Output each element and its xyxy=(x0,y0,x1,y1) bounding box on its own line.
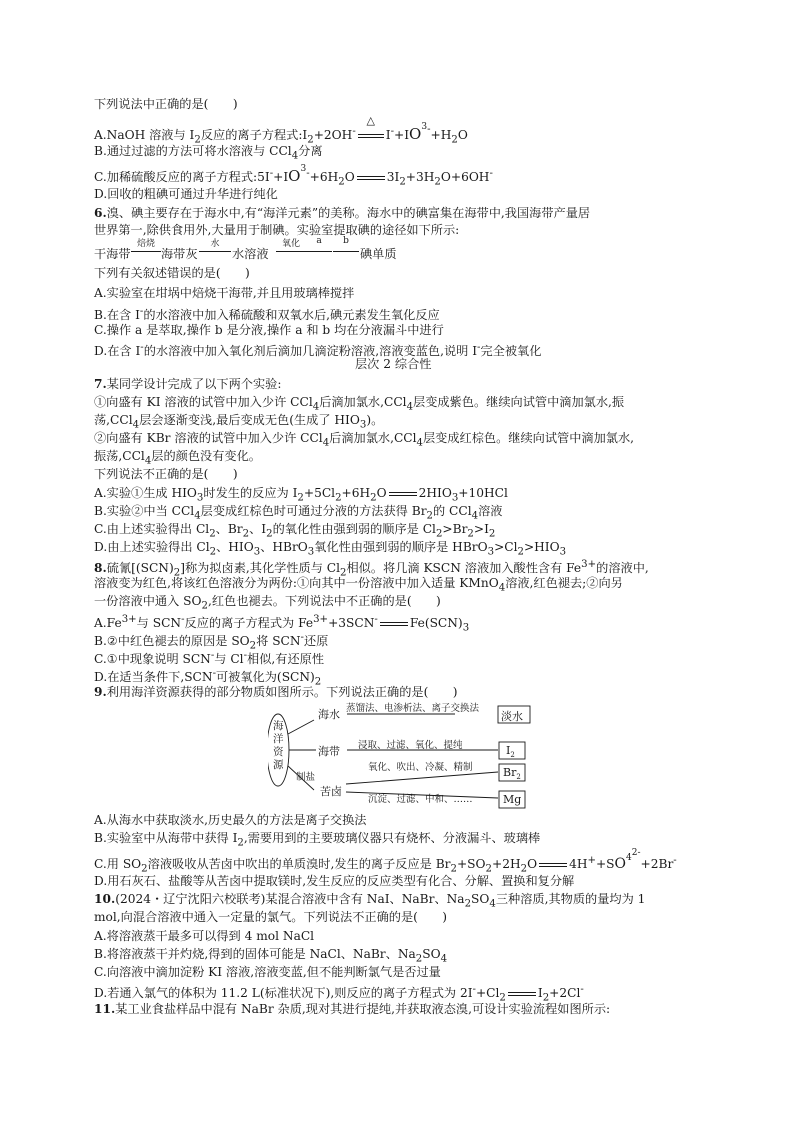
q10-option-a: A.将溶液蒸干最多可以得到 4 mol NaCl xyxy=(94,929,315,943)
q9-stem: 9.利用海洋资源获得的部分物质如图所示。下列说法正确的是( ) xyxy=(94,685,458,699)
q8-line1: 8.硫氰$[(SCN)_2]$称为拟卤素,其化学性质与 $Cl_2$相似。将几滴 KSCN 溶液加入酸性含有 $Fe^{3+}$的溶液中, xyxy=(94,559,649,579)
diagram-product-magnesium: Mg xyxy=(503,793,522,806)
diagram-product-bromine: $Br_2$ xyxy=(503,766,521,782)
q11-line1: 11.某工业食盐样品中混有 NaBr 杂质,现对其进行提纯,并获取液态溴,可设计实验流程如图所示: xyxy=(94,1002,611,1016)
arrow-label: 焙烧 xyxy=(136,239,155,249)
q8-option-b: B.②中红色褪去的原因是 $SO_2$将 SCN-还原 xyxy=(94,632,329,652)
q5-stem: 下列说法中正确的是( ) xyxy=(94,97,238,111)
q7-line2: ①向盛有 KI 溶液的试管中加入少许 CCl$_4$后滴加氯水,CCl$_4$层变成紫色。继续向试管中滴加氯水,振 xyxy=(94,395,625,413)
heating-condition: △ xyxy=(366,114,375,128)
arrow-right-icon xyxy=(131,251,161,252)
arrow-label: 氧化 xyxy=(281,239,300,249)
q8-option-d: D.在适当条件下,SCN-可被氧化为$(SCN)_2$ xyxy=(94,668,322,688)
q8-option-a: $A.Fe^{3+}$与 SCN-反应的离子方程式为 $Fe^{3+}+3SCN^-$ $Fe(SCN)_3$ xyxy=(94,614,470,634)
q6-option-b: B.在含 I-的水溶液中加入稀硫酸和双氧水后,碘元素发生氧化反应 xyxy=(94,306,440,323)
arrow-right-icon xyxy=(276,251,306,252)
q8-line3: 一份溶液中通入 $SO_2$,红色也褪去。下列说法中不正确的是( ) xyxy=(94,594,441,612)
q10-option-d: D.若通入氯气的体积为 11.2 L(标准状况下),则反应的离子方程式为 $2I^-+Cl_2$ $I_2+2Cl^-$ xyxy=(94,984,584,1004)
arrow-right-icon xyxy=(306,251,332,252)
diagram-method-4: 沉淀、过滤、中和、…… xyxy=(368,794,473,805)
q5-option-d: D.回收的粗碘可通过升华进行纯化 xyxy=(94,187,278,201)
q7-line3: 荡,CCl$_4$层会逐渐变浅,最后变成无色(生成了 $HIO_3$)。 xyxy=(94,413,384,431)
q8-line2: 溶液变为红色,将该红色溶液分为两份:①向其中一份溶液中加入适量 KMnO$_4$溶液,红色褪去;②向另 xyxy=(94,576,623,594)
q6-option-d: D.在含 I-的水溶液中加入氧化剂后滴加几滴淀粉溶液,溶液变蓝色,说明 I-完全被氧化 xyxy=(94,342,542,359)
arrow-label: 水 xyxy=(210,239,220,249)
arrow-right-icon xyxy=(333,251,359,252)
diagram-label-salt: 制盐 xyxy=(296,772,316,783)
q8-option-c: C.①中现象说明 SCN-与 Cl-相似,有还原性 xyxy=(94,650,325,667)
q9-option-d: D.用石灰石、盐酸等从苦卤中提取镁时,发生反应的反应类型有化合、分解、置换和复分解 xyxy=(94,874,575,888)
diagram-method-2: 浸取、过滤、氧化、提纯 xyxy=(358,740,463,751)
diagram-product-freshwater: 淡水 xyxy=(501,710,523,723)
q10-line2: mol,向混合溶液中通入一定量的氯气。下列说法不正确的是( ) xyxy=(94,910,448,924)
q10-option-b: B.将溶液蒸干并灼烧,得到的固体可能是 NaCl、NaBr、$Na_2SO_4$ xyxy=(94,947,448,965)
q7-stem: 下列说法不正确的是( ) xyxy=(94,467,238,481)
section-title: 层次 2 综合性 xyxy=(355,357,432,371)
q6-line2: 世界第一,除供食用外,大量用于制碘。实验室提取碘的途径如下所示: xyxy=(94,223,460,237)
q9-option-c: C.用 $SO_2$溶液吸收从苦卤中吹出的单质溴时,发生的离子反应是 $Br_2+SO_2+2H_2O$ $4H^++SO_4^{2-}+2Br^-$ xyxy=(94,848,677,875)
q10-line1: 10.(2024・辽宁沈阳六校联考)某混合溶液中含有 NaI、NaBr、$Na_2SO_4$三种溶质,其物质的量均为 1 xyxy=(94,892,646,910)
q6-option-c: C.操作 a 是萃取,操作 b 是分液,操作 a 和 b 均在分液漏斗中进行 xyxy=(94,323,444,337)
q7-option-d: D.由上述实验得出 $Cl_2$、$HIO_3$、HBrO$_3$氧化性由强到弱的顺序是 $HBrO_3>Cl_2>HIO_3$ xyxy=(94,540,567,558)
path-node: 水溶液 xyxy=(232,247,269,261)
diagram-method-3: 氧化、吹出、冷凝、精制 xyxy=(368,762,473,773)
q6-option-a: A.实验室在坩埚中焙烧干海带,并且用玻璃棒搅拌 xyxy=(94,286,355,300)
arrow-right-icon xyxy=(199,251,231,252)
q7-option-c: C.由上述实验得出 $Cl_2$、$Br_2$、$I_2$的氧化性由强到弱的顺序是 $Cl_2>Br_2>I_2$ xyxy=(94,522,496,540)
q6-line1: 6.溴、碘主要存在于海水中,有“海洋元素”的美称。海水中的碘富集在海带中,我国海带产量居 xyxy=(94,206,591,220)
diagram-node-seawater: 海水 xyxy=(318,708,340,721)
ocean-resources-diagram xyxy=(268,700,538,810)
diagram-method-1: 蒸馏法、电渗析法、离子交换法 xyxy=(346,703,480,714)
q6-extraction-path: 干海带 xyxy=(94,247,131,261)
q9-option-a: A.从海水中获取淡水,历史最久的方法是离子交换法 xyxy=(94,813,367,827)
diagram-product-iodine: $I_2$ xyxy=(506,744,515,760)
diagram-node-kelp: 海带 xyxy=(318,745,340,758)
path-node: 海带灰 xyxy=(161,247,198,261)
q7-line5: 振荡,CCl$_4$层的颜色没有变化。 xyxy=(94,449,261,467)
q10-option-c: C.向溶液中滴加淀粉 KI 溶液,溶液变蓝,但不能判断氯气是否过量 xyxy=(94,965,441,979)
q5-option-a: A.NaOH 溶液与 $I_2$反应的离子方程式$:I_2+2OH^-$ △ $I^-+IO_3^-+H_2O$ xyxy=(94,114,468,146)
path-node: 碘单质 xyxy=(360,247,397,261)
q9-option-b: B.实验室中从海带中获得 $I_2$,需要用到的主要玻璃仪器只有烧杯、分液漏斗、玻璃棒 xyxy=(94,831,541,849)
arrow-label: b xyxy=(343,236,349,246)
q5-option-c: C.加稀硫酸反应的离子方程式$:5I^-+IO_3^-+6H_2O$ $3I_2+3H_2O+6OH^-$ xyxy=(94,163,493,188)
diagram-node-bittern: 苦卤 xyxy=(320,785,342,798)
arrow-label: a xyxy=(316,236,322,246)
q5-option-b: B.通过过滤的方法可将水溶液与 CCl$_4$分离 xyxy=(94,144,323,162)
diagram-source-label: 海 洋 资 源 xyxy=(273,720,284,771)
q7-option-a: A.实验①生成 $HIO_3$时发生的反应为 $I_2+5Cl_2+6H_2O$ $2HIO_3+10HCl$ xyxy=(94,486,508,504)
q7-line4: ②向盛有 KBr 溶液的试管中加入少许 CCl$_4$后滴加氯水,CCl$_4$层变成红棕色。继续向试管中滴加氯水, xyxy=(94,431,635,449)
q6-stem: 下列有关叙述错误的是( ) xyxy=(94,266,250,280)
q7-line1: 7.某同学设计完成了以下两个实验: xyxy=(94,377,282,391)
q7-option-b: B.实验②中当 CCl$_4$层变成红棕色时可通过分液的方法获得 $Br_2$的 CCl$_4$溶液 xyxy=(94,504,503,522)
